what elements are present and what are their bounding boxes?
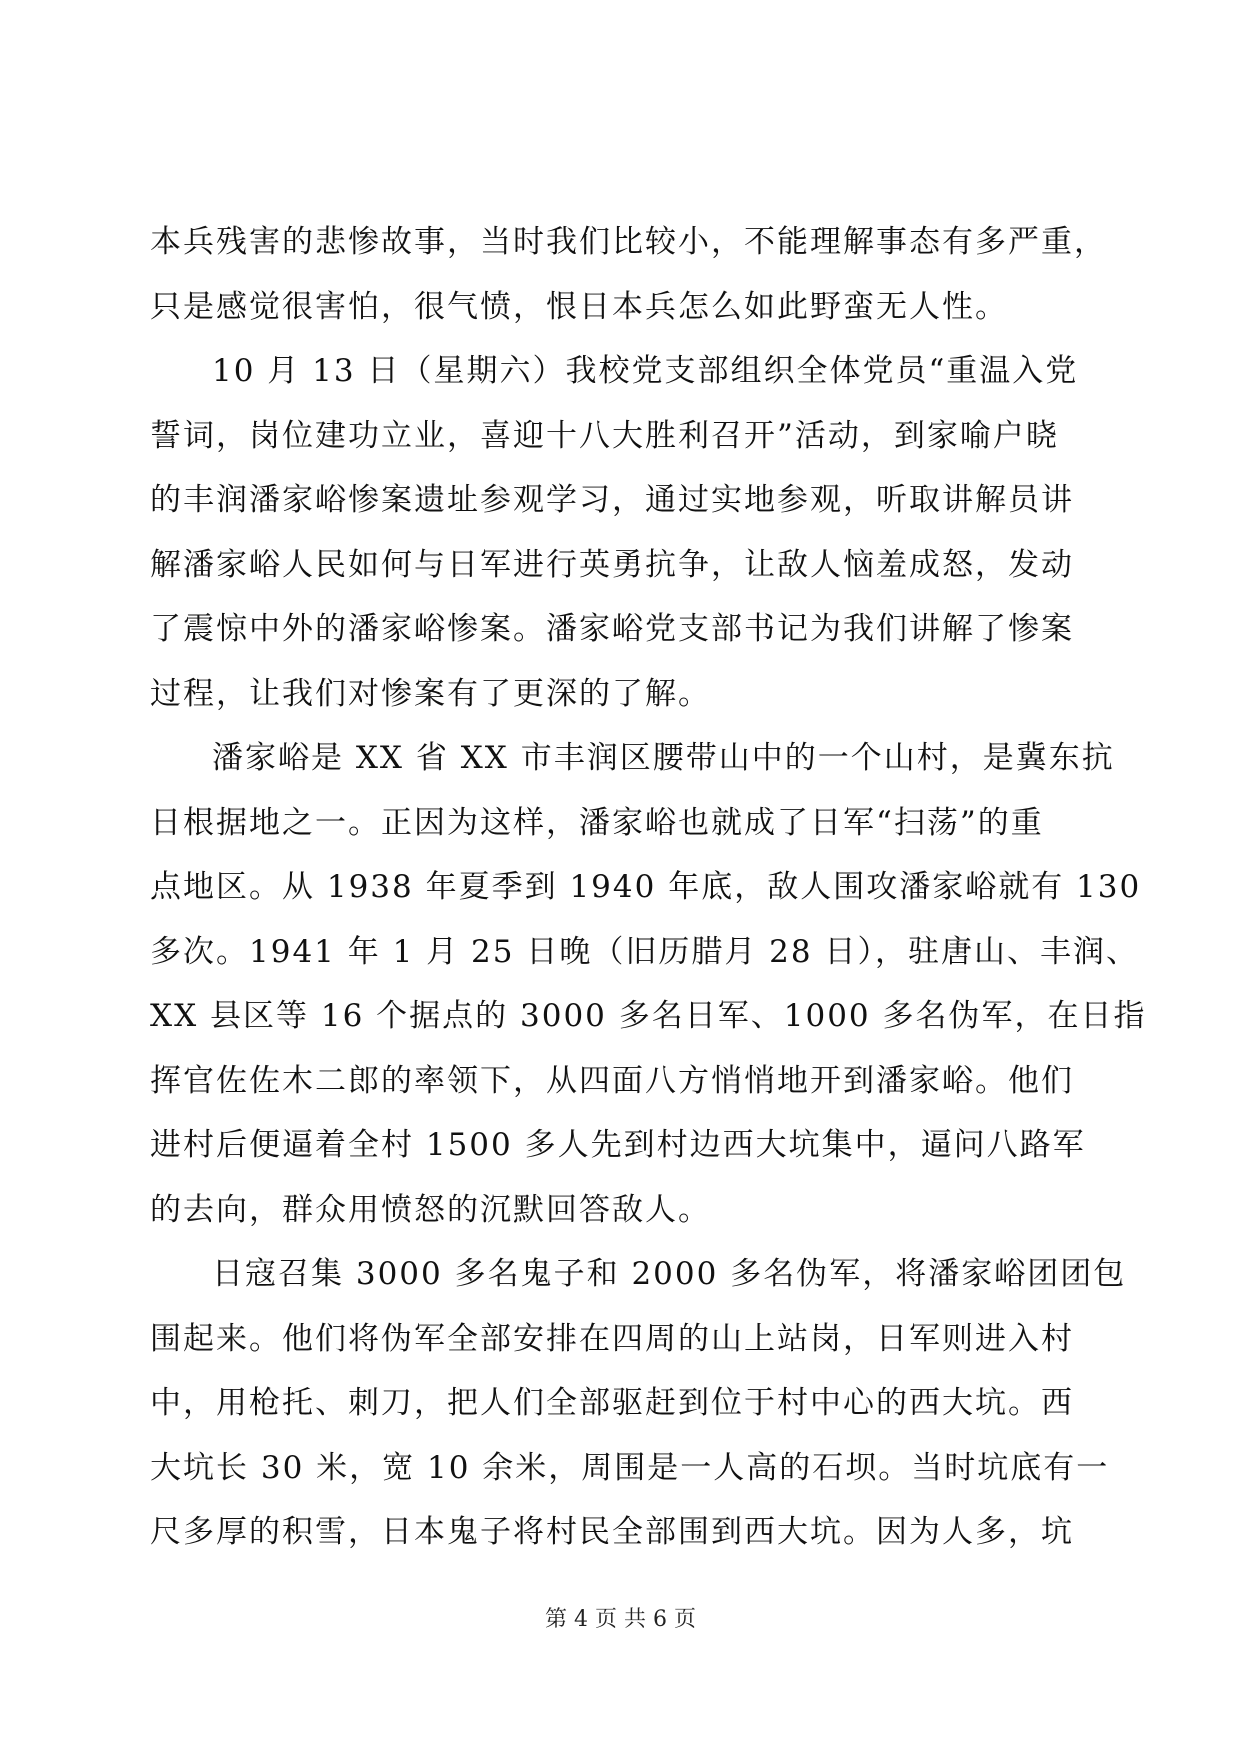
text-line: 了震惊中外的潘家峪惨案。潘家峪党支部书记为我们讲解了惨案 xyxy=(150,611,1074,647)
text-line: 大坑长 30 米，宽 10 余米，周围是一人高的石坝。当时坑底有一 xyxy=(150,1449,1110,1486)
text-line: 本兵残害的悲惨故事，当时我们比较小，不能理解事态有多严重， xyxy=(150,224,1107,260)
text-line: 日根据地之一。正因为这样，潘家峪也就成了日军“扫荡”的重 xyxy=(150,804,1044,841)
text-line: 只是感觉很害怕，很气愤，恨日本兵怎么如此野蛮无人性。 xyxy=(150,288,1008,325)
text-line: 尺多厚的积雪，日本鬼子将村民全部围到西大坑。因为人多，坑 xyxy=(150,1514,1074,1550)
text-line: 潘家峪是 XX 省 XX 市丰润区腰带山中的一个山村，是冀东抗 xyxy=(212,740,1115,776)
text-line: 解潘家峪人民如何与日军进行英勇抗争，让敌人恼羞成怒，发动 xyxy=(150,546,1074,583)
text-line: XX 县区等 16 个据点的 3000 多名日军、1000 多名伪军，在日指 xyxy=(150,998,1147,1034)
body-text xyxy=(150,210,1147,1565)
text-line: 围起来。他们将伪军全部安排在四周的山上站岗，日军则进入村 xyxy=(150,1320,1074,1357)
text-line: 中，用枪托、刺刀，把人们全部驱赶到位于村中心的西大坑。西 xyxy=(150,1385,1074,1421)
text-line: 点地区。从 1938 年夏季到 1940 年底，敌人围攻潘家峪就有 130 xyxy=(150,869,1142,905)
text-line: 进村后便逼着全村 1500 多人先到村边西大坑集中，逼问八路军 xyxy=(150,1127,1086,1163)
text-line: 10 月 13 日（星期六）我校党支部组织全体党员“重温入党 xyxy=(212,353,1079,389)
text-line: 挥官佐佐木二郎的率领下，从四面八方悄悄地开到潘家峪。他们 xyxy=(150,1062,1074,1099)
text-line: 的去向，群众用愤怒的沉默回答敌人。 xyxy=(150,1191,711,1228)
page-footer: 第 4 页 共 6 页 xyxy=(545,1607,696,1632)
text-line: 多次。1941 年 1 月 25 日晚（旧历腊月 28 日），驻唐山、丰润、 xyxy=(150,933,1139,970)
text-line: 过程，让我们对惨案有了更深的了解。 xyxy=(150,675,711,712)
text-line: 的丰润潘家峪惨案遗址参观学习，通过实地参观，听取讲解员讲 xyxy=(150,482,1074,518)
text-line: 日寇召集 3000 多名鬼子和 2000 多名伪军，将潘家峪团团包 xyxy=(212,1256,1127,1292)
text-line: 誓词，岗位建功立业，喜迎十八大胜利召开”活动，到家喻户晓 xyxy=(150,417,1059,454)
